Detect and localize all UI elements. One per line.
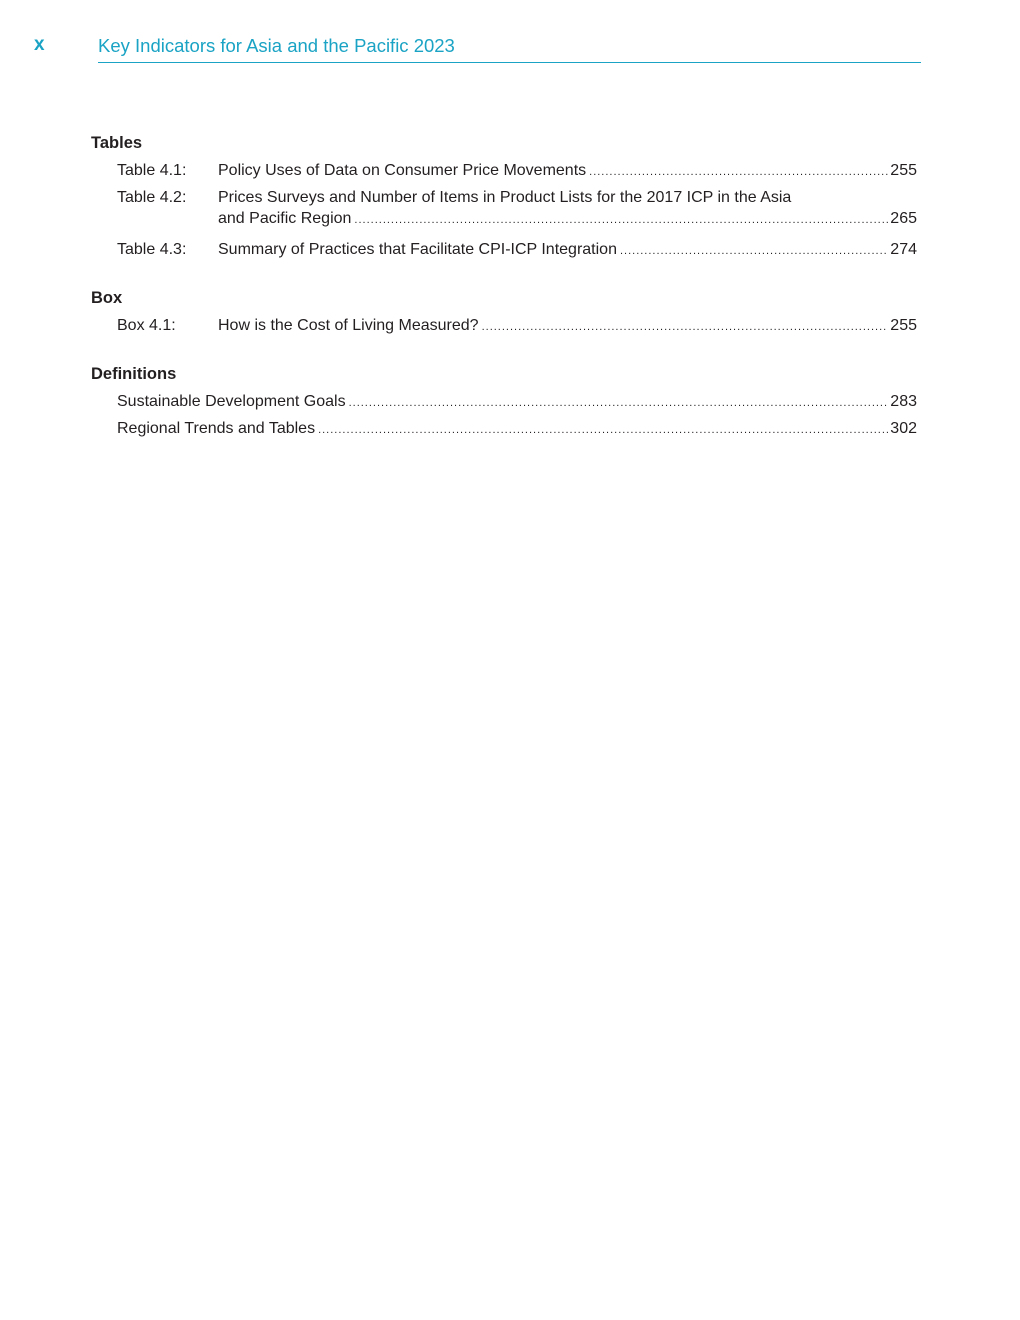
page-number: x <box>34 34 45 55</box>
box-section <box>91 286 917 338</box>
tables-section <box>91 131 917 262</box>
entry-title: Regional Trends and Tables <box>117 420 316 437</box>
dot-leader <box>589 162 888 183</box>
section-heading-tables: Tables <box>91 134 143 152</box>
toc-entry[interactable] <box>91 160 917 183</box>
definitions-section <box>91 362 917 441</box>
entry-title-line2: and Pacific Region <box>218 210 352 227</box>
toc-entry[interactable] <box>91 315 917 338</box>
section-heading-box: Box <box>91 289 123 307</box>
toc-entry[interactable] <box>91 418 917 441</box>
entry-title-line1: Prices Surveys and Number of Items in Product Lists for the 2017 ICP in the Asia <box>218 189 792 206</box>
table-of-contents <box>91 131 917 465</box>
entry-title: How is the Cost of Living Measured? <box>218 317 479 334</box>
entry-page-number: 265 <box>890 210 917 227</box>
entry-label: Table 4.3: <box>117 241 187 258</box>
dot-leader <box>620 241 888 262</box>
entry-page-number: 255 <box>890 317 917 334</box>
entry-label: Table 4.1: <box>117 162 187 179</box>
entry-page-number: 283 <box>890 393 917 410</box>
toc-entry[interactable] <box>91 187 917 231</box>
entry-page-number: 302 <box>890 420 917 437</box>
dot-leader <box>318 420 888 441</box>
dot-leader <box>349 393 889 414</box>
dot-leader <box>354 210 888 231</box>
entry-page-number: 274 <box>890 241 917 258</box>
running-header-title: Key Indicators for Asia and the Pacific 2023 <box>98 34 921 63</box>
section-heading-definitions: Definitions <box>91 365 177 383</box>
toc-entry[interactable] <box>91 391 917 414</box>
entry-title: Sustainable Development Goals <box>117 393 346 410</box>
entry-label: Table 4.2: <box>117 189 187 206</box>
dot-leader <box>482 317 889 338</box>
toc-entry[interactable] <box>91 239 917 262</box>
entry-label: Box 4.1: <box>117 317 176 334</box>
entry-title: Summary of Practices that Facilitate CPI-ICP Integration <box>218 241 617 258</box>
entry-page-number: 255 <box>890 162 917 179</box>
entry-title: Policy Uses of Data on Consumer Price Movements <box>218 162 587 179</box>
